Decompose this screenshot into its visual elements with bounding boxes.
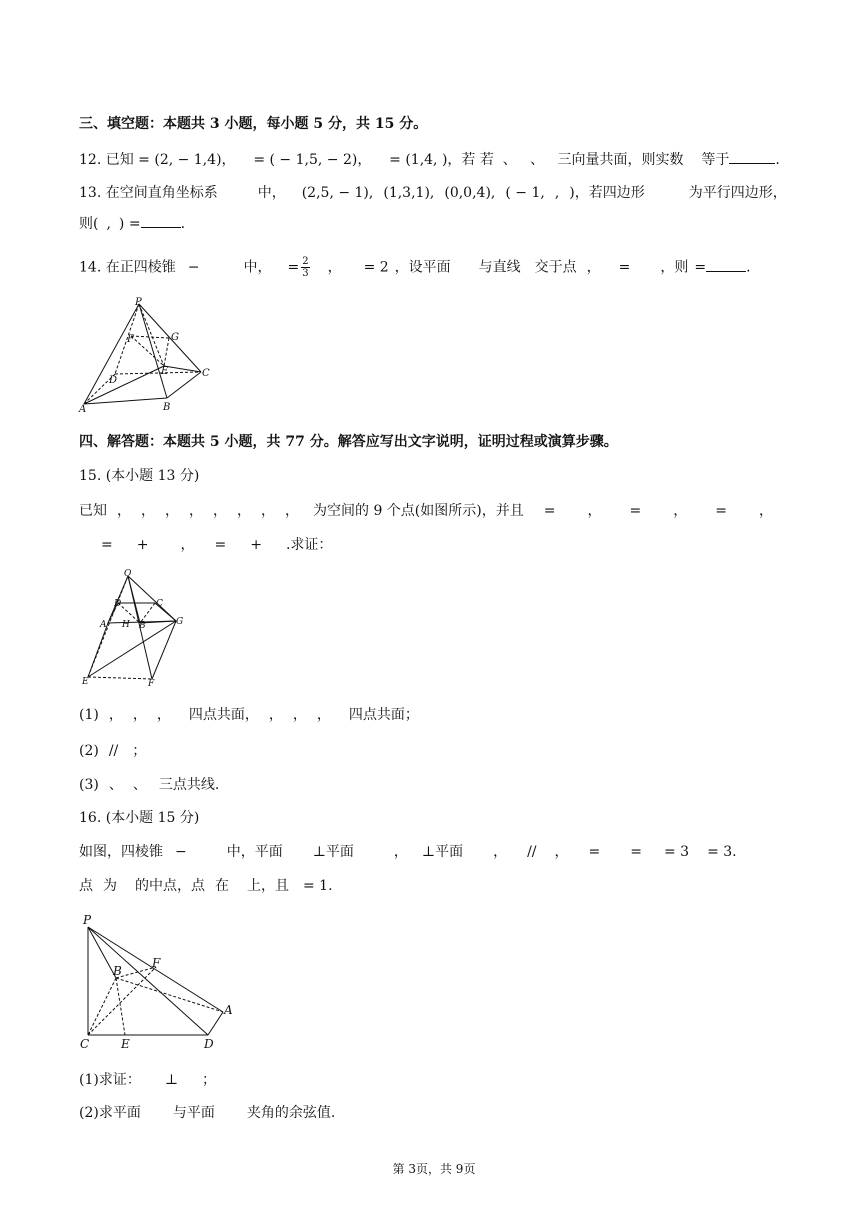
question-15-part-1: (1) ， ， ， 四点共面， ， ， ， 四点共面； [79,707,419,723]
fig16-label-B: B [113,964,122,978]
section-4-heading: 四、解答题：本题共 5 小题，共 77 分。解答应写出文字说明，证明过程或演算步骤。 [79,434,618,450]
figure-15 [80,566,195,689]
fig15-label-F: F [148,679,155,689]
question-15-part-3: (3) 、 、 三点共线. [79,777,220,793]
answer-blank-14 [706,257,746,272]
figure-14-pyramid [79,296,219,416]
fraction-two-thirds: $\frac{2}{3}$ [302,256,309,279]
fig15-label-H: H [122,620,130,630]
fig16-label-P: P [83,913,92,927]
page-number-footer: 第 3页，共 9页 [392,1162,476,1176]
fig14-label-B: B [163,402,171,413]
question-13-line-2: 则( , ) = . [79,213,185,234]
fig14-label-G: G [171,332,179,343]
fig15-label-E: E [82,677,89,687]
figure-16 [78,910,243,1052]
fig14-label-A: A [79,404,87,415]
fig14-label-F: F [127,334,134,345]
fig15-label-G: G [176,617,184,627]
fig16-label-C: C [80,1037,90,1051]
question-14: 14. 在正四棱锥 − 中， = $\frac{2}{3}$ ， = 2 ，设平面 与直线 交于点 ， = ，则 = . [79,256,751,279]
question-15-line-1: 已知 ， ， ， ， ， ， ， ， 为空间的 9 个点(如图所示)，并且 = ， = ， = ， [79,503,773,519]
question-16-line-2: 点 为 的中点，点 在 上，且 = 1. [79,878,333,894]
question-15-part-2: (2) // ； [79,743,147,759]
fig16-label-E: E [121,1037,130,1051]
question-16-part-1: (1)求证： ⊥ ； [79,1072,217,1088]
fig16-label-D: D [204,1037,214,1051]
question-13: 13. 在空间直角坐标系 中， (2,5, − 1), (1,3,1), (0,0,4), ( − 1, , )，若四边形 为平行四边形， [79,185,787,201]
answer-blank-13 [141,213,181,228]
fig15-label-D: D [114,599,122,609]
fig14-label-P: P [135,297,142,308]
answer-blank-12 [729,149,775,164]
question-16-line-1: 如图，四棱锥 − 中，平面 ⊥平面 ， ⊥平面 ， // ， = = = 3 = 3. [79,844,737,860]
fig14-label-E: E [161,366,169,377]
section-3-heading: 三、填空题：本题共 3 小题，每小题 5 分，共 15 分。 [79,116,428,132]
fig16-label-A: A [224,1003,233,1017]
fig16-label-F: F [152,956,161,970]
question-16-part-2: (2)求平面 与平面 夹角的余弦值. [79,1105,336,1121]
fig15-label-O: O [124,569,132,579]
question-16-title: 16. (本小题 15 分) [79,810,200,826]
fig15-label-A: A [100,620,107,630]
fig15-label-B: B [139,621,146,631]
fig14-label-C: C [202,368,210,379]
question-15-line-2: = + ， = + .求证： [101,537,333,553]
question-15-title: 15. (本小题 13 分) [79,468,200,484]
fig14-label-D: D [109,375,118,386]
question-12: 12. 已知 = (2, − 1,4)， = ( − 1,5, − 2)， = (1,4, )，若 若 、 、 三向量共面，则实数 等于 . [79,149,780,170]
fig15-label-C: C [156,599,163,609]
